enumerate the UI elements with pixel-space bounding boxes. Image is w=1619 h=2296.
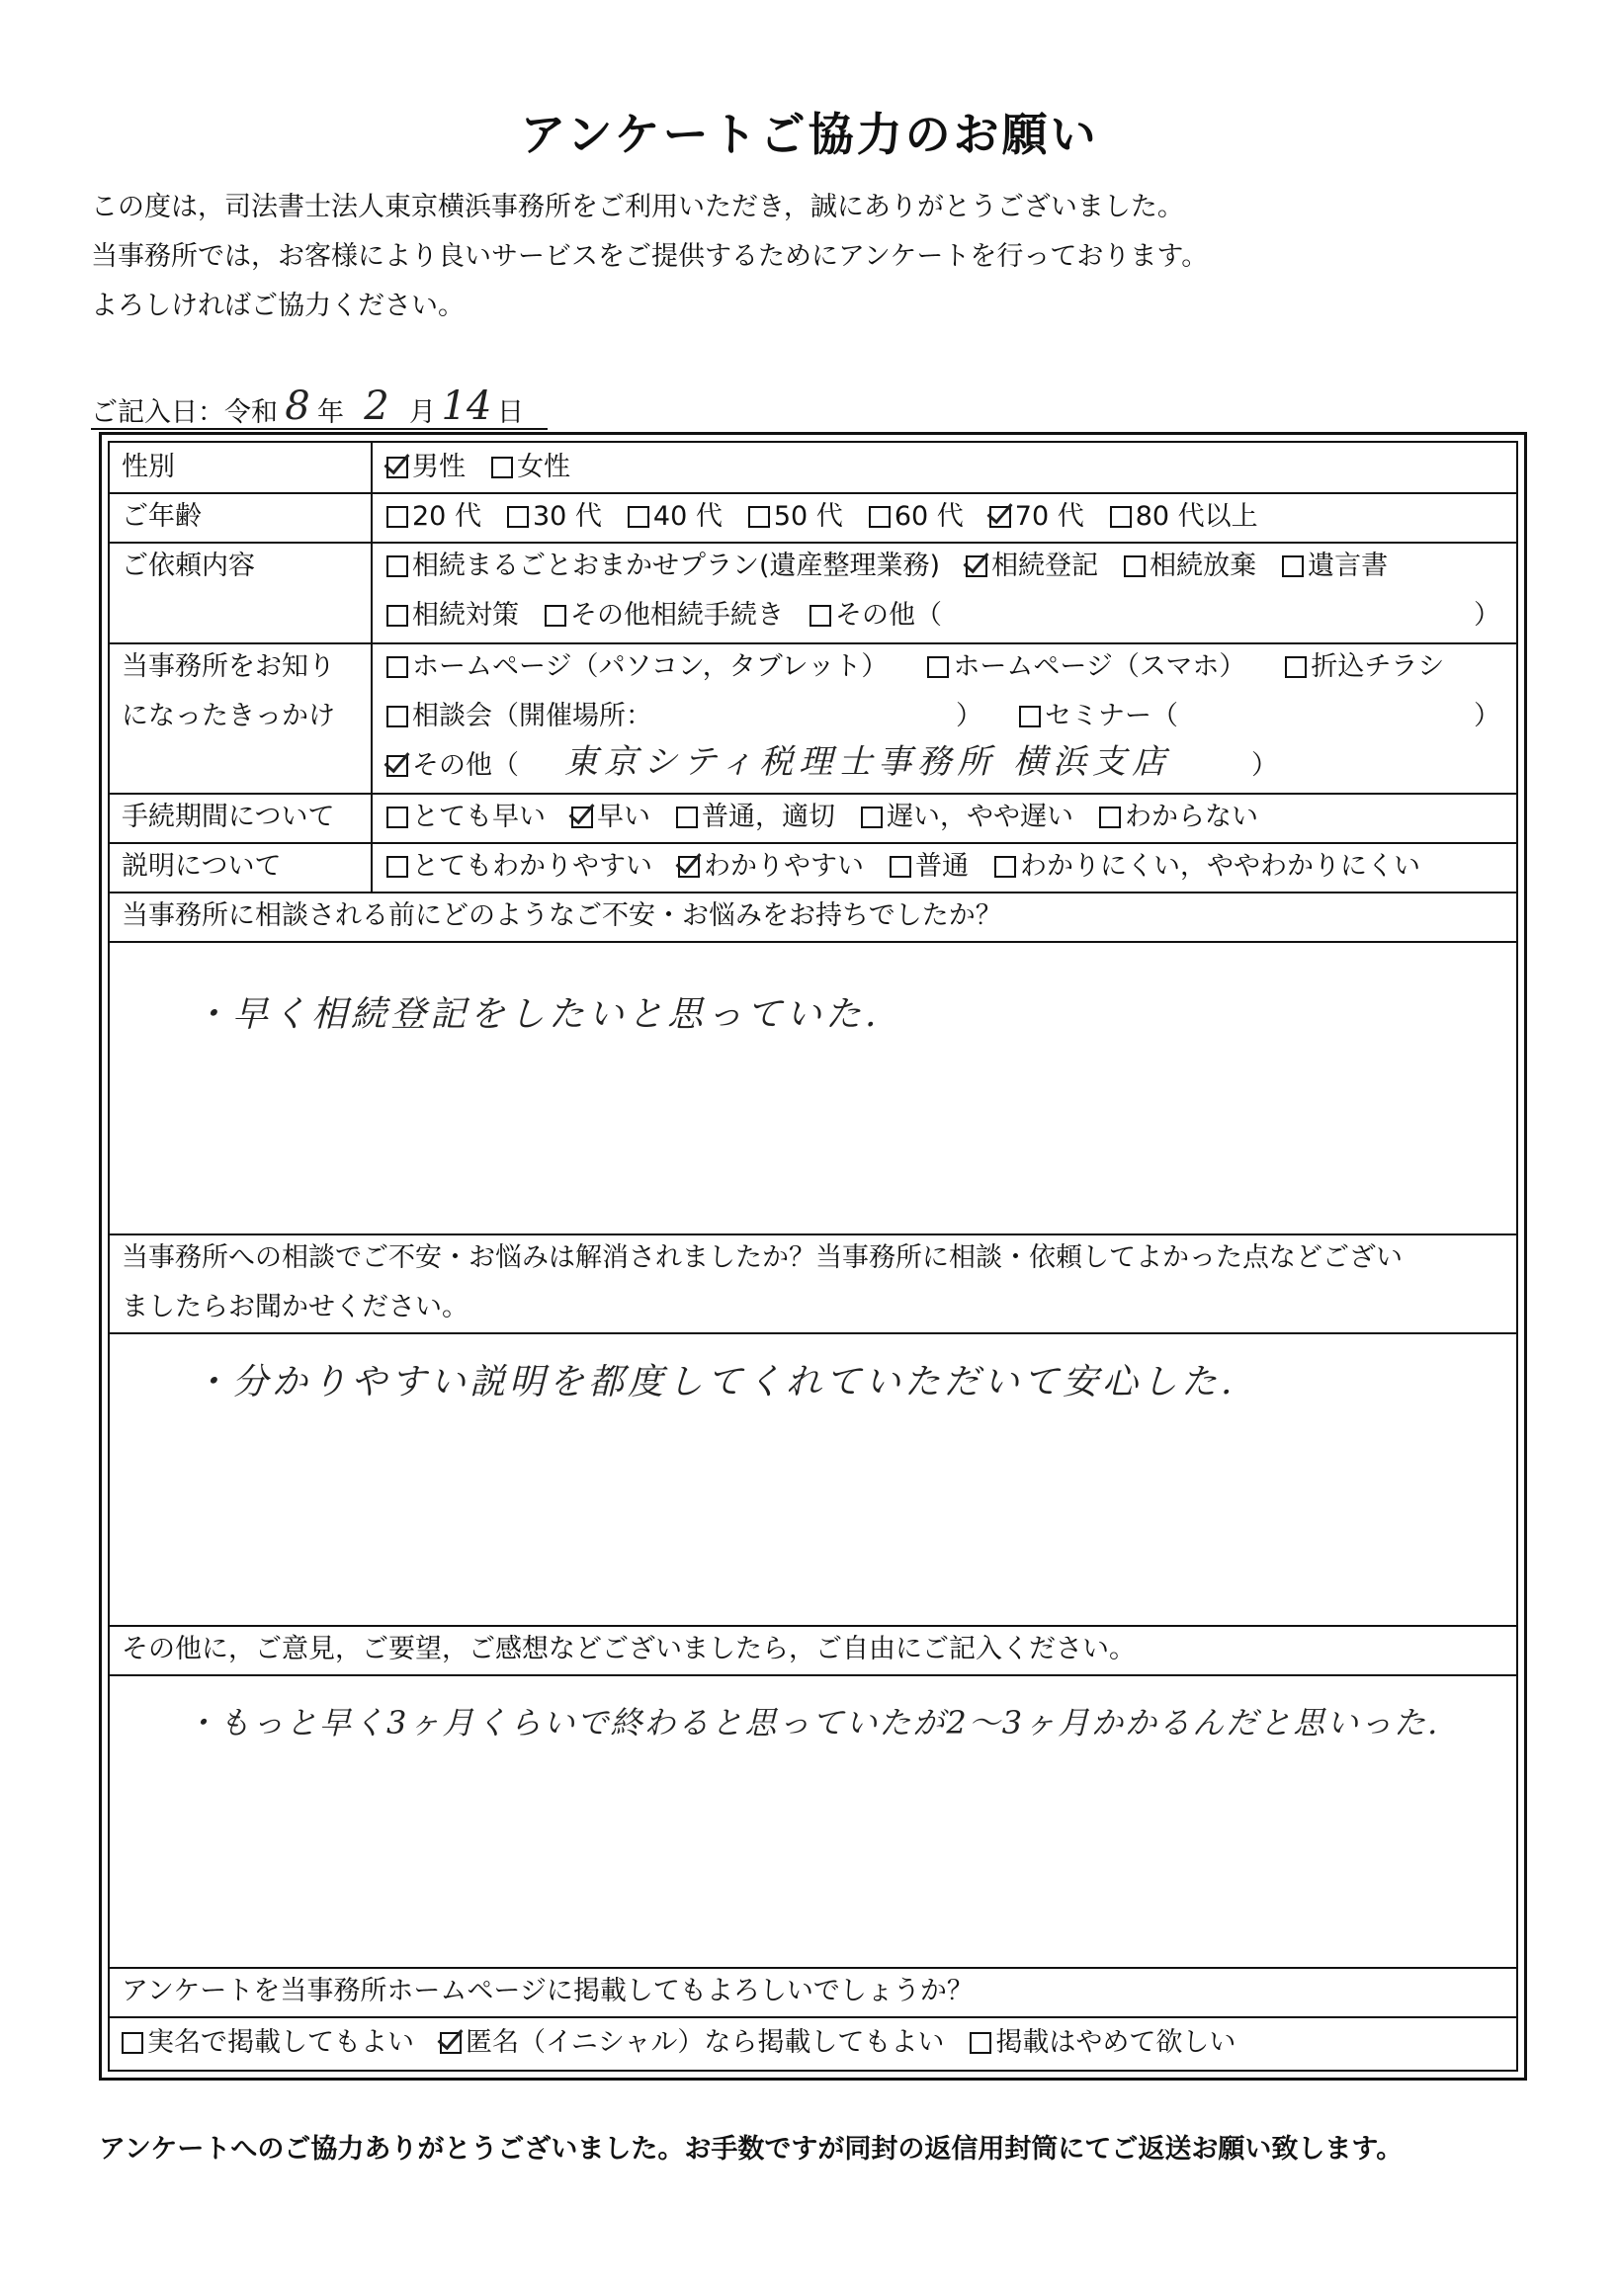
explanation-option-unclear[interactable]: わかりにくい，ややわかりにくい: [994, 842, 1420, 892]
date-month-unit: 月: [409, 397, 436, 428]
source-label-line-2: になったきっかけ: [122, 701, 335, 731]
request-row: [110, 542, 1516, 644]
period-row: [110, 793, 1516, 844]
date-day-input[interactable]: 14: [441, 383, 492, 429]
checkbox-icon[interactable]: [386, 755, 408, 777]
source-label-line-1: 当事務所をお知り: [122, 651, 335, 682]
explanation-option-clear[interactable]: わかりやすい: [678, 842, 864, 892]
q2-question-line-2: ましたらお聞かせください。: [122, 1292, 469, 1322]
checkbox-icon[interactable]: [386, 706, 408, 727]
request-option-full-plan[interactable]: 相続まるごとおまかせプラン(遺産整理業務): [386, 542, 940, 591]
source-option-seminar[interactable]: セミナー（: [1019, 692, 1178, 741]
checkbox-icon[interactable]: [1019, 706, 1041, 727]
checkbox-icon[interactable]: [628, 506, 649, 528]
publish-question-row: [110, 1967, 1516, 2018]
explanation-label: 説明について: [110, 842, 373, 892]
age-option-40s[interactable]: 40 代: [628, 492, 723, 542]
source-option-flyer[interactable]: 折込チラシ: [1285, 642, 1444, 692]
q3-answer[interactable]: ・もっと早く3ヶ月くらいで終わると思っていたが2～3ヶ月かかるんだと思いった.: [185, 1704, 1440, 1742]
source-label: [110, 642, 373, 793]
checkbox-icon[interactable]: [676, 807, 698, 828]
source-option-homepage-sp[interactable]: ホームページ（スマホ）: [927, 642, 1245, 692]
q1-answer[interactable]: ・早く相続登記をしたいと思っていた.: [193, 994, 881, 1035]
gender-option-male[interactable]: 男性: [386, 443, 466, 492]
checkbox-icon[interactable]: [970, 2032, 991, 2054]
period-option-fast[interactable]: 早い: [571, 793, 650, 842]
date-year-unit: 年: [317, 397, 344, 428]
source-seminar-close: ）: [1474, 701, 1500, 731]
q1-answer-area[interactable]: [110, 941, 1516, 1235]
page-title: アンケートご協力のお願い: [520, 108, 1099, 161]
checkbox-icon[interactable]: [1285, 656, 1307, 678]
q2-question-row: [110, 1233, 1516, 1334]
period-option-unknown[interactable]: わからない: [1099, 793, 1258, 842]
checkbox-icon[interactable]: [507, 506, 529, 528]
source-row: [110, 642, 1516, 795]
footer-note: アンケートへのご協力ありがとうございました。お手数ですが同封の返信用封筒にてご返送お願い致します。: [99, 2134, 1404, 2165]
checkbox-icon[interactable]: [927, 656, 949, 678]
source-option-consultation[interactable]: 相談会（開催場所：: [386, 692, 652, 741]
checkbox-icon[interactable]: [748, 506, 770, 528]
q1-question: 当事務所に相談される前にどのようなご不安・お悩みをお持ちでしたか？: [122, 900, 1002, 931]
request-option-registration[interactable]: 相続登記: [966, 542, 1098, 591]
publish-option-decline[interactable]: 掲載はやめて欲しい: [970, 2018, 1236, 2068]
request-label: ご依頼内容: [110, 542, 373, 642]
checkbox-icon[interactable]: [122, 2032, 143, 2054]
age-options: [386, 492, 1516, 542]
checkbox-icon[interactable]: [994, 856, 1016, 878]
checkbox-icon[interactable]: [890, 856, 911, 878]
checkbox-icon[interactable]: [1124, 555, 1146, 577]
source-consult-close: ）: [956, 701, 982, 731]
date-month-input[interactable]: 2: [364, 383, 389, 429]
checkbox-icon[interactable]: [571, 807, 593, 828]
gender-row: [110, 443, 1516, 494]
checkbox-icon[interactable]: [386, 807, 408, 828]
q2-question-line-1: 当事務所への相談でご不安・お悩みは解消されましたか？当事務所に相談・依頼してよかった点などござい: [122, 1242, 1403, 1273]
checkbox-icon[interactable]: [1099, 807, 1121, 828]
period-option-very-fast[interactable]: とても早い: [386, 793, 546, 842]
intro-text: [91, 183, 1208, 331]
request-option-renunciation[interactable]: 相続放棄: [1124, 542, 1256, 591]
period-option-normal[interactable]: 普通，適切: [676, 793, 835, 842]
request-option-other-procedures[interactable]: その他相続手続き: [545, 591, 784, 640]
checkbox-icon[interactable]: [386, 555, 408, 577]
checkbox-icon[interactable]: [861, 807, 883, 828]
gender-label: 性別: [110, 443, 373, 492]
q3-question-row: [110, 1625, 1516, 1676]
intro-line-2: 当事務所では，お客様により良いサービスをご提供するためにアンケートを行っております。: [91, 241, 1209, 272]
checkbox-icon[interactable]: [386, 656, 408, 678]
checkbox-icon[interactable]: [678, 856, 700, 878]
checkbox-icon[interactable]: [1282, 555, 1304, 577]
checkbox-icon[interactable]: [810, 605, 831, 627]
source-option-homepage-pc[interactable]: ホームページ（パソコン，タブレット）: [386, 642, 888, 692]
request-option-other[interactable]: その他（: [810, 591, 942, 640]
intro-line-1: この度は，司法書士法人東京横浜事務所をご利用いただき，誠にありがとうございました。: [91, 192, 1184, 222]
q2-answer-area[interactable]: [110, 1332, 1516, 1627]
date-day-unit: 日: [497, 397, 524, 428]
source-other-close: ）: [1251, 750, 1278, 781]
source-option-other[interactable]: その他（: [386, 741, 519, 791]
age-option-30s[interactable]: 30 代: [507, 492, 602, 542]
checkbox-icon[interactable]: [966, 555, 987, 577]
explanation-row: [110, 842, 1516, 893]
age-row: [110, 492, 1516, 544]
publish-option-anonymous[interactable]: 匿名（イニシャル）なら掲載してもよい: [440, 2018, 944, 2068]
checkbox-icon[interactable]: [440, 2032, 462, 2054]
checkbox-icon[interactable]: [491, 457, 513, 478]
gender-option-female[interactable]: 女性: [491, 443, 570, 492]
checkbox-icon[interactable]: [386, 506, 408, 528]
request-other-close: ）: [1474, 600, 1500, 631]
q3-answer-area[interactable]: [110, 1674, 1516, 1969]
publish-option-real-name[interactable]: 実名で掲載してもよい: [122, 2018, 414, 2068]
checkbox-icon[interactable]: [386, 457, 408, 478]
period-label: 手続期間について: [110, 793, 373, 842]
source-other-answer[interactable]: 東京シティ税理士事務所 横浜支店: [564, 742, 1172, 782]
checkbox-icon[interactable]: [386, 856, 408, 878]
period-option-slow[interactable]: 遅い，やや遅い: [861, 793, 1073, 842]
request-option-will[interactable]: 遺言書: [1282, 542, 1388, 591]
explanation-option-very-clear[interactable]: とてもわかりやすい: [386, 842, 652, 892]
checkbox-icon[interactable]: [1110, 506, 1132, 528]
survey-form: [99, 432, 1527, 2081]
checkbox-icon[interactable]: [989, 506, 1011, 528]
intro-line-3: よろしければご協力ください。: [91, 291, 465, 321]
request-option-planning[interactable]: 相続対策: [386, 591, 519, 640]
age-option-50s[interactable]: 50 代: [748, 492, 843, 542]
age-option-80s-plus[interactable]: 80 代以上: [1110, 492, 1258, 542]
age-option-70s[interactable]: 70 代: [989, 492, 1084, 542]
publish-question: アンケートを当事務所ホームページに掲載してもよろしいでしょうか？: [122, 1976, 974, 2006]
age-label: ご年齢: [110, 492, 373, 542]
checkbox-icon[interactable]: [545, 605, 566, 627]
date-year-input[interactable]: 8: [285, 383, 310, 429]
date-underline: [91, 428, 548, 430]
checkbox-icon[interactable]: [386, 605, 408, 627]
publish-options-row: [110, 2016, 1516, 2074]
explanation-option-normal[interactable]: 普通: [890, 842, 969, 892]
checkbox-icon[interactable]: [869, 506, 891, 528]
q1-question-row: [110, 892, 1516, 943]
age-option-60s[interactable]: 60 代: [869, 492, 964, 542]
age-option-20s[interactable]: 20 代: [386, 492, 481, 542]
date-row: [91, 385, 524, 429]
date-label: ご記入日：令和: [91, 397, 278, 428]
q3-question: その他に，ご意見，ご要望，ご感想などございましたら，ご自由にご記入ください。: [122, 1634, 1136, 1664]
q2-answer[interactable]: ・分かりやすい説明を都度してくれていただいて安心した.: [193, 1362, 1236, 1403]
